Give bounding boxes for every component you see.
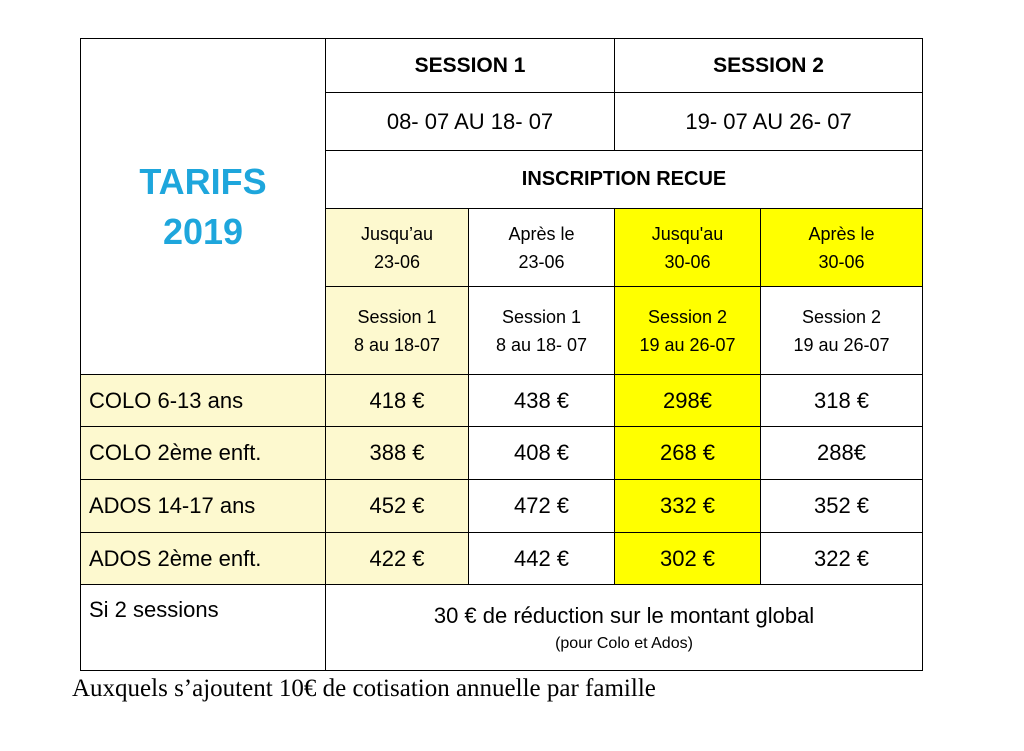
- session2-header: SESSION 2: [615, 39, 923, 93]
- row-label: ADOS 14-17 ans: [81, 480, 326, 533]
- price-cell: 438 €: [469, 375, 615, 427]
- session-col-2: [469, 287, 615, 375]
- session1-header: SESSION 1: [326, 39, 615, 93]
- price-cell: 452 €: [326, 480, 469, 533]
- deadline-date: 30-06: [664, 251, 711, 272]
- deadline-label: Jusqu’au: [360, 223, 434, 244]
- table-row: [81, 533, 923, 585]
- footer-note: Auxquels s’ajoutent 10€ de cotisation annuelle par famille: [72, 675, 656, 702]
- deadline-col-3: [615, 209, 761, 287]
- price-cell: 268 €: [615, 427, 761, 480]
- title-cell: [81, 39, 326, 375]
- price-cell: 288€: [761, 427, 923, 480]
- price-cell: 388 €: [326, 427, 469, 480]
- price-cell: 318 €: [761, 375, 923, 427]
- two-sessions-text: 30 € de réduction sur le montant global: [433, 602, 815, 628]
- tarifs-table: [80, 38, 923, 671]
- deadline-date: 23-06: [373, 251, 421, 272]
- table-row: [81, 375, 923, 427]
- two-sessions-note: [326, 585, 923, 671]
- title-year: 2019: [162, 210, 244, 252]
- session-label: Session 1: [501, 306, 582, 327]
- deadline-col-4: [761, 209, 923, 287]
- deadline-label: Après le: [808, 223, 875, 244]
- price-cell: 408 €: [469, 427, 615, 480]
- row-label: COLO 2ème enft.: [81, 427, 326, 480]
- session-label: Session 1: [357, 306, 437, 327]
- price-cell: 472 €: [469, 480, 615, 533]
- session-range: 19 au 26-07: [793, 334, 890, 355]
- session-col-1: [326, 287, 469, 375]
- session-label: Session 2: [801, 306, 882, 327]
- price-cell: 298€: [615, 375, 761, 427]
- inscription-header: INSCRIPTION RECUE: [326, 151, 923, 209]
- session-col-3: [615, 287, 761, 375]
- price-cell: 422 €: [326, 533, 469, 585]
- price-cell: 322 €: [761, 533, 923, 585]
- title-tarifs: TARIFS: [139, 160, 267, 202]
- price-cell: 418 €: [326, 375, 469, 427]
- session-range: 19 au 26-07: [639, 334, 736, 355]
- table-row: [81, 427, 923, 480]
- price-cell: 442 €: [469, 533, 615, 585]
- row-label: ADOS 2ème enft.: [81, 533, 326, 585]
- session-range: 8 au 18- 07: [495, 334, 588, 355]
- price-cell: 302 €: [615, 533, 761, 585]
- deadline-date: 30-06: [818, 251, 865, 272]
- session1-dates: 08- 07 AU 18- 07: [326, 93, 615, 151]
- deadline-col-2: [469, 209, 615, 287]
- session2-dates: 19- 07 AU 26- 07: [615, 93, 923, 151]
- deadline-label: Jusqu'au: [651, 223, 724, 244]
- session-col-4: [761, 287, 923, 375]
- deadline-date: 23-06: [518, 251, 565, 272]
- deadline-label: Après le: [508, 223, 575, 244]
- price-cell: 352 €: [761, 480, 923, 533]
- session-range: 8 au 18-07: [353, 334, 441, 355]
- session-label: Session 2: [647, 306, 728, 327]
- table-row: [81, 480, 923, 533]
- deadline-col-1: [326, 209, 469, 287]
- price-cell: 332 €: [615, 480, 761, 533]
- two-sessions-subtext: (pour Colo et Ados): [555, 634, 693, 652]
- row-label: COLO 6-13 ans: [81, 375, 326, 427]
- two-sessions-label: Si 2 sessions: [81, 585, 326, 671]
